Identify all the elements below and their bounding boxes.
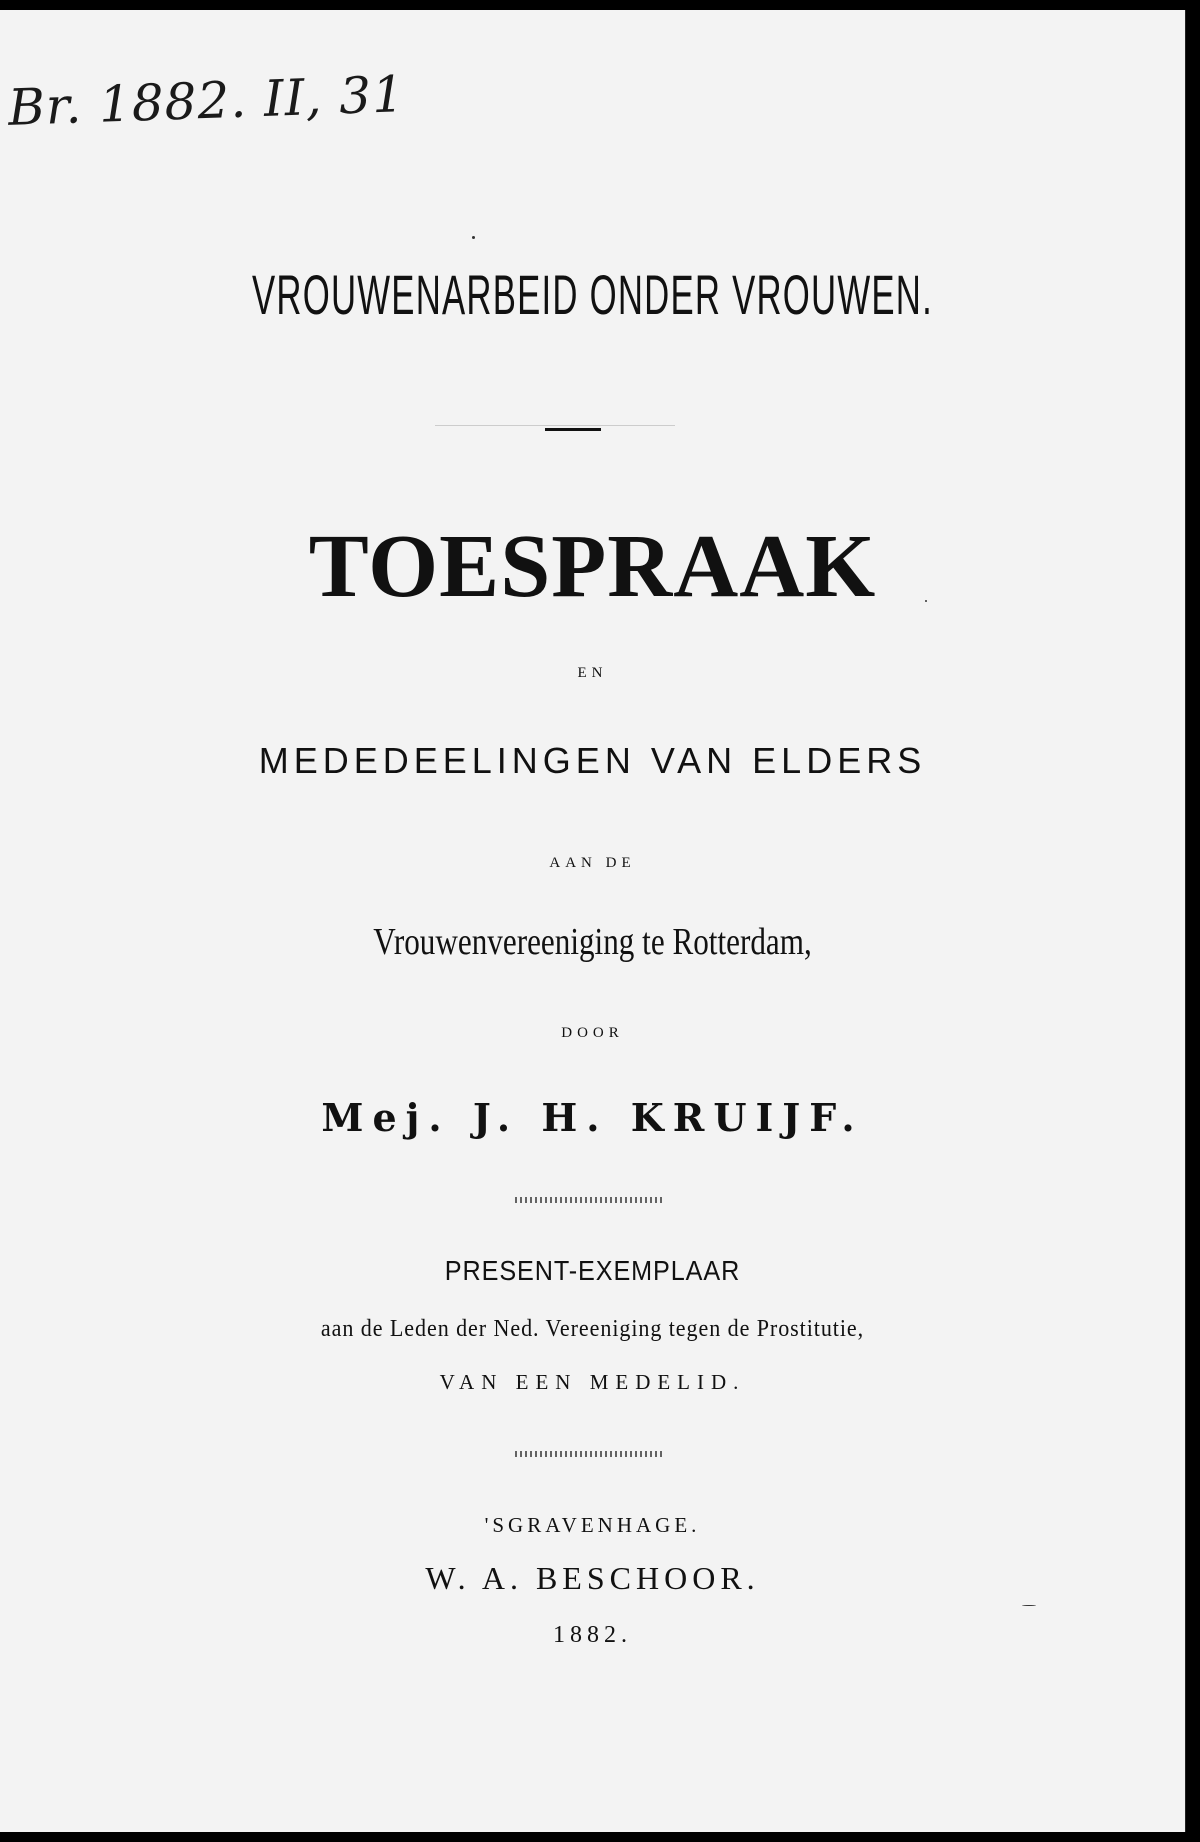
connector-aan-de: AAN DE (549, 855, 636, 871)
title-page (0, 10, 1187, 1832)
society-name: Vrouwenvereeniging te Rotterdam, (373, 921, 812, 963)
ink-speck (925, 600, 927, 602)
present-heading: PRESENT-EXEMPLAAR (444, 1255, 741, 1286)
present-from: VAN EEN MEDELID. (439, 1370, 746, 1394)
imprint-publisher: W. A. BESCHOOR. (425, 1560, 760, 1596)
imprint-city: 'SGRAVENHAGE. (484, 1513, 701, 1537)
wavy-divider (515, 1451, 665, 1457)
ink-speck (472, 236, 475, 239)
connector-door: DOOR (561, 1025, 624, 1041)
scan-edge (1186, 0, 1200, 1842)
present-line: aan de Leden der Ned. Vereeniging tegen de Prostitutie, (320, 1316, 865, 1342)
short-rule (545, 428, 601, 431)
handwritten-shelfmark: Br. 1882. II, 31 (7, 65, 406, 137)
connector-en: EN (577, 665, 608, 681)
wavy-divider (515, 1197, 665, 1203)
author-name: Mej. J. H. KRUIJF. (321, 1095, 864, 1140)
faint-rule (435, 425, 675, 426)
imprint-year: 1882. (553, 1622, 632, 1648)
subtitle: MEDEDEELINGEN VAN ELDERS (258, 740, 927, 781)
header-title: VROUWENARBEID ONDER VROUWEN. (252, 263, 933, 326)
main-title: TOESPRAAK (308, 517, 877, 616)
ink-speck (1022, 1605, 1036, 1606)
